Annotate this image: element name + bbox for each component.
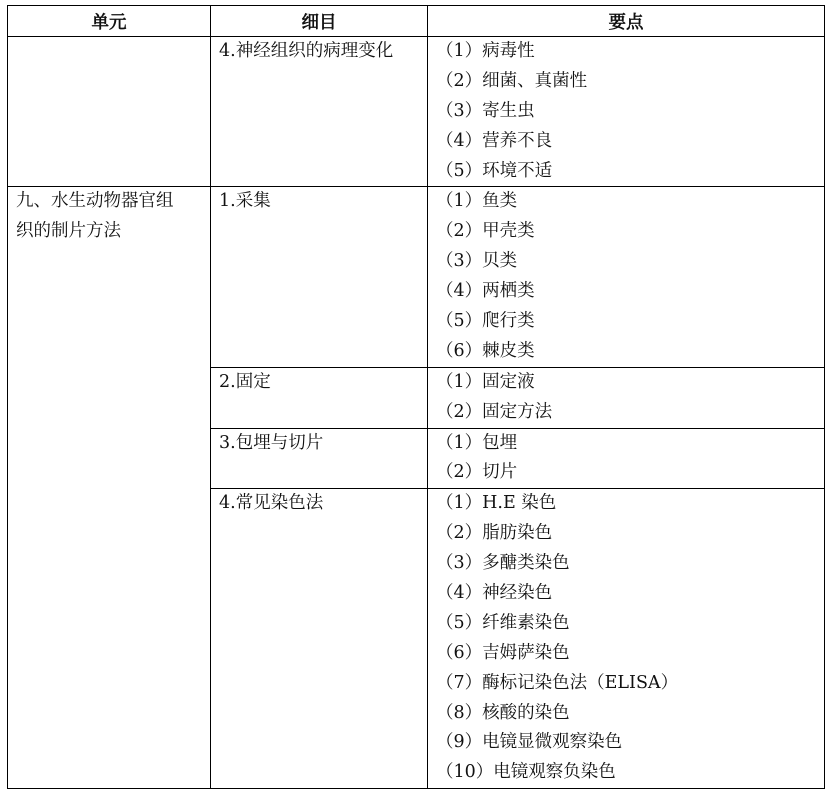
subitem-cell <box>211 37 428 187</box>
keypoints-cell <box>428 187 825 367</box>
syllabus-table <box>7 5 825 789</box>
unit-cell <box>8 187 211 789</box>
header-unit: 单元 <box>8 6 211 37</box>
keypoint: （4）营养不良 <box>436 130 553 151</box>
unit-title-line: 织的制片方法 <box>16 221 121 242</box>
keypoint: （5）纤维素染色 <box>436 612 570 633</box>
subitem-title: 1.采集 <box>219 191 271 212</box>
header-subitem: 细目 <box>211 6 428 37</box>
subitem-title: 4.神经组织的病理变化 <box>219 41 394 61</box>
table-row <box>8 37 825 187</box>
keypoint: （10）电镜观察负染色 <box>436 762 616 783</box>
keypoint: （3）多醣类染色 <box>436 553 570 574</box>
keypoint: （7）酶标记染色法（ELISA） <box>436 672 679 693</box>
keypoints-cell <box>428 37 825 187</box>
keypoints-cell <box>428 367 825 428</box>
keypoints-cell <box>428 428 825 489</box>
keypoint: （9）电镜显微观察染色 <box>436 732 623 753</box>
subitem-title: 2.固定 <box>219 371 271 392</box>
keypoint: （1）固定液 <box>436 371 535 392</box>
keypoint: （2）切片 <box>436 462 518 483</box>
keypoint: （3）贝类 <box>436 251 518 272</box>
unit-cell <box>8 37 211 187</box>
subitem-cell <box>211 187 428 367</box>
keypoints-cell <box>428 489 825 789</box>
keypoint: （1）包埋 <box>436 432 518 453</box>
header-row <box>8 6 825 37</box>
keypoint: （1）鱼类 <box>436 191 518 212</box>
table-row <box>8 187 825 367</box>
keypoint: （5）爬行类 <box>436 311 535 332</box>
unit-title-line: 九、水生动物器官组 <box>16 191 174 212</box>
keypoint: （6）吉姆萨染色 <box>436 642 570 663</box>
keypoint: （2）固定方法 <box>436 401 553 422</box>
subitem-title: 3.包埋与切片 <box>219 432 324 453</box>
keypoint: （4）神经染色 <box>436 583 553 604</box>
keypoint: （1）病毒性 <box>436 41 535 61</box>
keypoint: （2）甲壳类 <box>436 221 535 242</box>
header-keypoints: 要点 <box>428 6 825 37</box>
subitem-cell <box>211 428 428 489</box>
keypoint: （5）环境不适 <box>436 160 553 181</box>
subitem-cell <box>211 489 428 789</box>
keypoint: （6）棘皮类 <box>436 340 535 361</box>
keypoint: （8）核酸的染色 <box>436 702 570 723</box>
keypoint: （2）细菌、真菌性 <box>436 70 588 91</box>
keypoint: （4）两栖类 <box>436 281 535 302</box>
subitem-cell <box>211 367 428 428</box>
keypoint: （3）寄生虫 <box>436 100 535 121</box>
keypoint: （1）H.E 染色 <box>436 493 557 514</box>
keypoint: （2）脂肪染色 <box>436 523 553 544</box>
subitem-title: 4.常见染色法 <box>219 493 324 514</box>
